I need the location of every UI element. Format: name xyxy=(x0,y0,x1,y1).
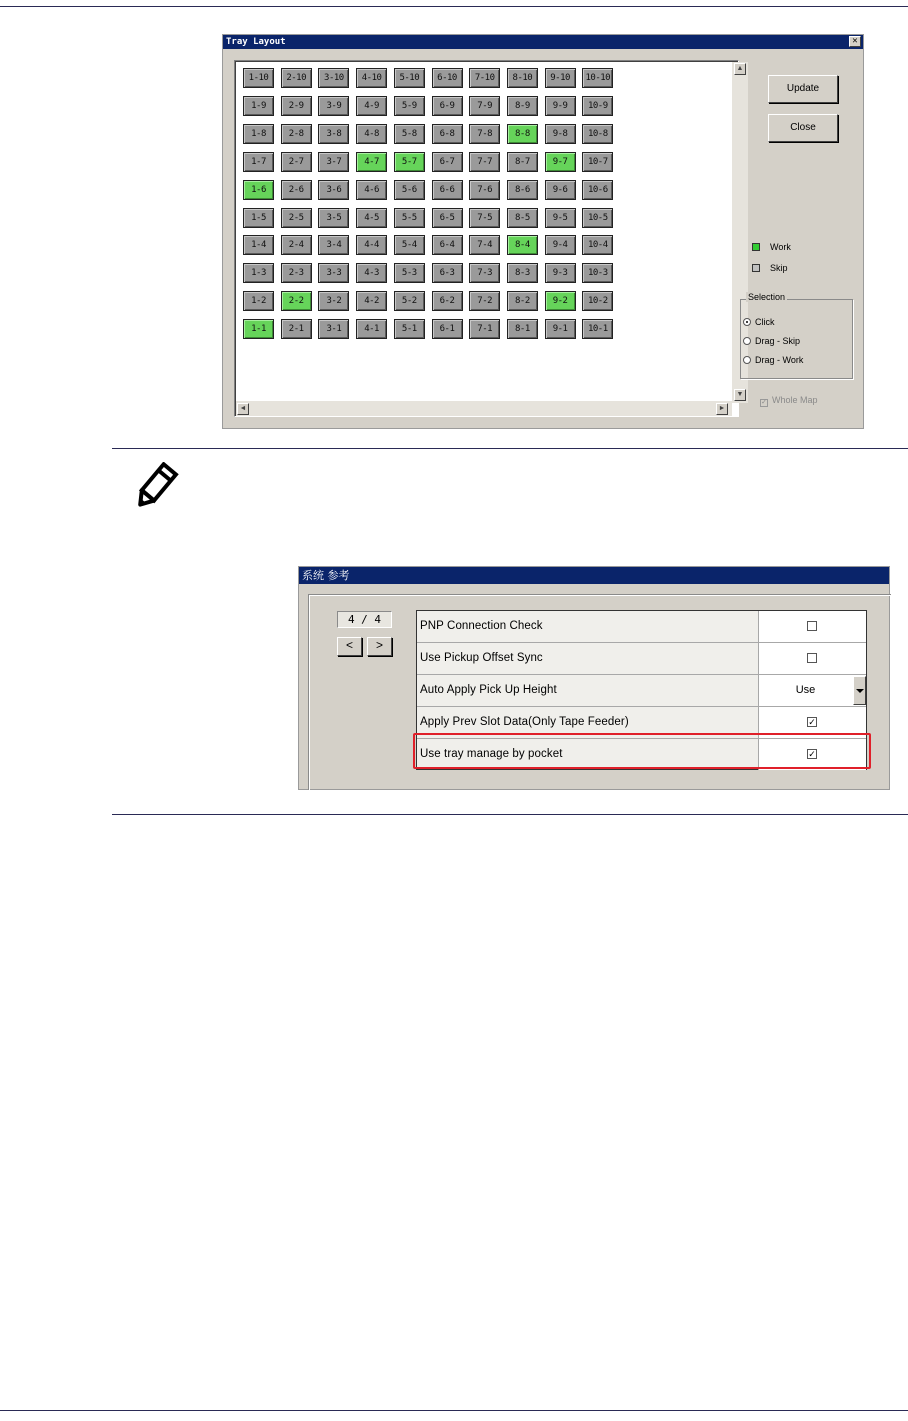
param-row-pickup-offset-sync xyxy=(417,643,866,675)
tray-cell-5-8[interactable]: 5-8 xyxy=(394,124,425,144)
tray-cell-1-9[interactable]: 1-9 xyxy=(243,96,274,116)
legend-skip-label: Skip xyxy=(770,263,788,273)
skip-swatch xyxy=(752,264,760,272)
tray-cell-3-4[interactable]: 3-4 xyxy=(318,235,349,255)
tray-cell-9-8[interactable]: 9-8 xyxy=(545,124,576,144)
tray-cell-1-4[interactable]: 1-4 xyxy=(243,235,274,255)
tray-cell-6-8[interactable]: 6-8 xyxy=(432,124,463,144)
tray-cell-5-3[interactable]: 5-3 xyxy=(394,263,425,283)
next-page-button[interactable]: > xyxy=(367,637,392,656)
legend-work xyxy=(752,241,791,253)
pickup-height-select[interactable] xyxy=(758,675,866,706)
prev-page-button[interactable]: < xyxy=(337,637,362,656)
radio-drag-skip[interactable] xyxy=(743,335,800,347)
tray-cell-6-4[interactable]: 6-4 xyxy=(432,235,463,255)
tray-cell-7-10[interactable]: 7-10 xyxy=(469,68,500,88)
update-button[interactable]: Update xyxy=(768,75,838,103)
tray-cell-9-6[interactable]: 9-6 xyxy=(545,180,576,200)
tray-cell-10-10[interactable]: 10-10 xyxy=(582,68,613,88)
param-label: Use tray manage by pocket xyxy=(420,748,563,760)
tray-cell-9-1[interactable]: 9-1 xyxy=(545,319,576,339)
tray-cell-10-6[interactable]: 10-6 xyxy=(582,180,613,200)
tray-cell-9-5[interactable]: 9-5 xyxy=(545,208,576,228)
scroll-right-icon[interactable]: ► xyxy=(716,403,728,415)
param-label: Auto Apply Pick Up Height xyxy=(420,684,557,696)
tray-cell-10-4[interactable]: 10-4 xyxy=(582,235,613,255)
tray-cell-4-9[interactable]: 4-9 xyxy=(356,96,387,116)
tray-cell-7-5[interactable]: 7-5 xyxy=(469,208,500,228)
tray-cell-1-2[interactable]: 1-2 xyxy=(243,291,274,311)
tray-cell-2-2[interactable]: 2-2 xyxy=(281,291,312,311)
tray-cell-3-7[interactable]: 3-7 xyxy=(318,152,349,172)
tray-cell-4-1[interactable]: 4-1 xyxy=(356,319,387,339)
tray-cell-7-9[interactable]: 7-9 xyxy=(469,96,500,116)
tray-cell-5-10[interactable]: 5-10 xyxy=(394,68,425,88)
tray-cell-7-1[interactable]: 7-1 xyxy=(469,319,500,339)
tray-cell-5-7[interactable]: 5-7 xyxy=(394,152,425,172)
tray-cell-4-7[interactable]: 4-7 xyxy=(356,152,387,172)
tray-layout-window xyxy=(222,34,864,429)
tray-cell-9-10[interactable]: 9-10 xyxy=(545,68,576,88)
highlight-box xyxy=(413,733,871,769)
tray-cell-2-10[interactable]: 2-10 xyxy=(281,68,312,88)
tray-cell-5-5[interactable]: 5-5 xyxy=(394,208,425,228)
work-swatch xyxy=(752,243,760,251)
tray-cell-3-1[interactable]: 3-1 xyxy=(318,319,349,339)
tray-cell-5-6[interactable]: 5-6 xyxy=(394,180,425,200)
pickup-height-value[interactable]: Use xyxy=(795,684,816,696)
tray-cell-8-2[interactable]: 8-2 xyxy=(507,291,538,311)
param-row-auto-apply-pickup-height xyxy=(417,675,866,707)
tray-cell-2-6[interactable]: 2-6 xyxy=(281,180,312,200)
tray-cell-6-2[interactable]: 6-2 xyxy=(432,291,463,311)
param-label: Apply Prev Slot Data(Only Tape Feeder) xyxy=(420,716,629,728)
note-bottom-rule xyxy=(112,814,908,815)
tray-cell-10-3[interactable]: 10-3 xyxy=(582,263,613,283)
tray-cell-5-9[interactable]: 5-9 xyxy=(394,96,425,116)
tray-cell-4-3[interactable]: 4-3 xyxy=(356,263,387,283)
legend-skip xyxy=(752,262,788,274)
tray-cell-1-7[interactable]: 1-7 xyxy=(243,152,274,172)
tray-cell-6-6[interactable]: 6-6 xyxy=(432,180,463,200)
tray-cell-1-8[interactable]: 1-8 xyxy=(243,124,274,144)
tray-cell-4-6[interactable]: 4-6 xyxy=(356,180,387,200)
radio-indicator[interactable] xyxy=(743,356,751,364)
scroll-up-icon[interactable]: ▲ xyxy=(734,63,746,75)
tray-cell-8-8[interactable]: 8-8 xyxy=(507,124,538,144)
whole-map-check-icon[interactable]: ✓ xyxy=(761,399,767,406)
note-top-rule xyxy=(112,448,908,449)
tray-cell-3-2[interactable]: 3-2 xyxy=(318,291,349,311)
tray-cell-1-3[interactable]: 1-3 xyxy=(243,263,274,283)
tray-cell-2-5[interactable]: 2-5 xyxy=(281,208,312,228)
tray-cell-8-3[interactable]: 8-3 xyxy=(507,263,538,283)
tray-cell-6-10[interactable]: 6-10 xyxy=(432,68,463,88)
tray-cell-5-1[interactable]: 5-1 xyxy=(394,319,425,339)
tray-cell-1-6[interactable]: 1-6 xyxy=(243,180,274,200)
param-label: Use Pickup Offset Sync xyxy=(420,652,543,664)
tray-cell-7-4[interactable]: 7-4 xyxy=(469,235,500,255)
tray-cell-10-7[interactable]: 10-7 xyxy=(582,152,613,172)
tray-cell-9-3[interactable]: 9-3 xyxy=(545,263,576,283)
tray-cell-6-5[interactable]: 6-5 xyxy=(432,208,463,228)
tray-cell-8-10[interactable]: 8-10 xyxy=(507,68,538,88)
tray-cell-10-5[interactable]: 10-5 xyxy=(582,208,613,228)
close-icon[interactable]: ✕ xyxy=(849,36,861,47)
tray-cell-9-9[interactable]: 9-9 xyxy=(545,96,576,116)
tray-cell-4-2[interactable]: 4-2 xyxy=(356,291,387,311)
tray-cell-8-9[interactable]: 8-9 xyxy=(507,96,538,116)
tray-cell-7-8[interactable]: 7-8 xyxy=(469,124,500,144)
radio-indicator[interactable] xyxy=(743,337,751,345)
tray-cell-2-3[interactable]: 2-3 xyxy=(281,263,312,283)
tray-cell-2-8[interactable]: 2-8 xyxy=(281,124,312,144)
tray-cell-4-4[interactable]: 4-4 xyxy=(356,235,387,255)
tray-cell-10-2[interactable]: 10-2 xyxy=(582,291,613,311)
tray-cell-10-1[interactable]: 10-1 xyxy=(582,319,613,339)
tray-cell-2-9[interactable]: 2-9 xyxy=(281,96,312,116)
tray-cell-9-7[interactable]: 9-7 xyxy=(545,152,576,172)
tray-cell-8-5[interactable]: 8-5 xyxy=(507,208,538,228)
tray-cell-7-2[interactable]: 7-2 xyxy=(469,291,500,311)
selection-group-label: Selection xyxy=(748,292,786,302)
radio-click-label: Click xyxy=(755,317,775,327)
tray-cell-4-5[interactable]: 4-5 xyxy=(356,208,387,228)
footer-rule xyxy=(0,1410,908,1411)
tray-cell-6-1[interactable]: 6-1 xyxy=(432,319,463,339)
horizontal-scrollbar[interactable] xyxy=(236,401,732,416)
legend-work-label: Work xyxy=(770,242,791,252)
param-checkbox[interactable]: ✓ xyxy=(808,749,816,759)
chevron-down-icon[interactable] xyxy=(853,676,866,705)
tray-cell-7-3[interactable]: 7-3 xyxy=(469,263,500,283)
tray-cell-7-6[interactable]: 7-6 xyxy=(469,180,500,200)
tray-cell-8-4[interactable]: 8-4 xyxy=(507,235,538,255)
tray-layout-titlebar xyxy=(223,35,863,49)
tray-cell-3-5[interactable]: 3-5 xyxy=(318,208,349,228)
radio-drag-work[interactable] xyxy=(743,354,803,366)
close-button[interactable]: Close xyxy=(768,114,838,142)
pencil-note-icon xyxy=(130,462,180,512)
tray-cell-5-4[interactable]: 5-4 xyxy=(394,235,425,255)
tray-cell-1-5[interactable]: 1-5 xyxy=(243,208,274,228)
tray-cell-2-7[interactable]: 2-7 xyxy=(281,152,312,172)
system-params-titlebar: 系统 参考 xyxy=(299,567,889,584)
tray-cell-3-6[interactable]: 3-6 xyxy=(318,180,349,200)
tray-cell-7-7[interactable]: 7-7 xyxy=(469,152,500,172)
tray-map xyxy=(234,60,744,417)
tray-cell-4-8[interactable]: 4-8 xyxy=(356,124,387,144)
tray-layout-title: Tray Layout xyxy=(226,37,286,47)
radio-click[interactable] xyxy=(743,316,775,328)
tray-cell-6-9[interactable]: 6-9 xyxy=(432,96,463,116)
whole-map-checkbox[interactable] xyxy=(760,395,818,407)
scroll-down-icon[interactable]: ▼ xyxy=(734,389,746,401)
tray-cell-8-1[interactable]: 8-1 xyxy=(507,319,538,339)
tray-cell-8-6[interactable]: 8-6 xyxy=(507,180,538,200)
tray-cell-9-4[interactable]: 9-4 xyxy=(545,235,576,255)
tray-cell-4-10[interactable]: 4-10 xyxy=(356,68,387,88)
tray-cell-8-7[interactable]: 8-7 xyxy=(507,152,538,172)
tray-cell-10-9[interactable]: 10-9 xyxy=(582,96,613,116)
tray-cell-2-4[interactable]: 2-4 xyxy=(281,235,312,255)
tray-cell-1-1[interactable]: 1-1 xyxy=(243,319,274,339)
tray-cell-3-10[interactable]: 3-10 xyxy=(318,68,349,88)
header-rule xyxy=(0,6,908,7)
tray-cell-6-7[interactable]: 6-7 xyxy=(432,152,463,172)
param-checkbox[interactable]: ✓ xyxy=(808,717,816,727)
whole-map-label: Whole Map xyxy=(772,395,818,405)
param-checkbox[interactable] xyxy=(807,653,817,663)
radio-indicator[interactable] xyxy=(743,318,751,326)
tray-cell-1-10[interactable]: 1-10 xyxy=(243,68,274,88)
radio-drag-work-label: Drag - Work xyxy=(755,355,804,365)
radio-drag-skip-label: Drag - Skip xyxy=(755,336,801,346)
param-label: PNP Connection Check xyxy=(420,620,543,632)
tray-cell-5-2[interactable]: 5-2 xyxy=(394,291,425,311)
tray-cell-6-3[interactable]: 6-3 xyxy=(432,263,463,283)
page-indicator: 4 / 4 xyxy=(337,611,392,628)
param-checkbox[interactable] xyxy=(807,621,817,631)
tray-cell-9-2[interactable]: 9-2 xyxy=(545,291,576,311)
tray-cell-3-3[interactable]: 3-3 xyxy=(318,263,349,283)
tray-cell-2-1[interactable]: 2-1 xyxy=(281,319,312,339)
scroll-left-icon[interactable]: ◄ xyxy=(237,403,249,415)
tray-cell-3-9[interactable]: 3-9 xyxy=(318,96,349,116)
tray-cell-10-8[interactable]: 10-8 xyxy=(582,124,613,144)
param-row-pnp-connection-check xyxy=(417,611,866,643)
tray-cell-3-8[interactable]: 3-8 xyxy=(318,124,349,144)
